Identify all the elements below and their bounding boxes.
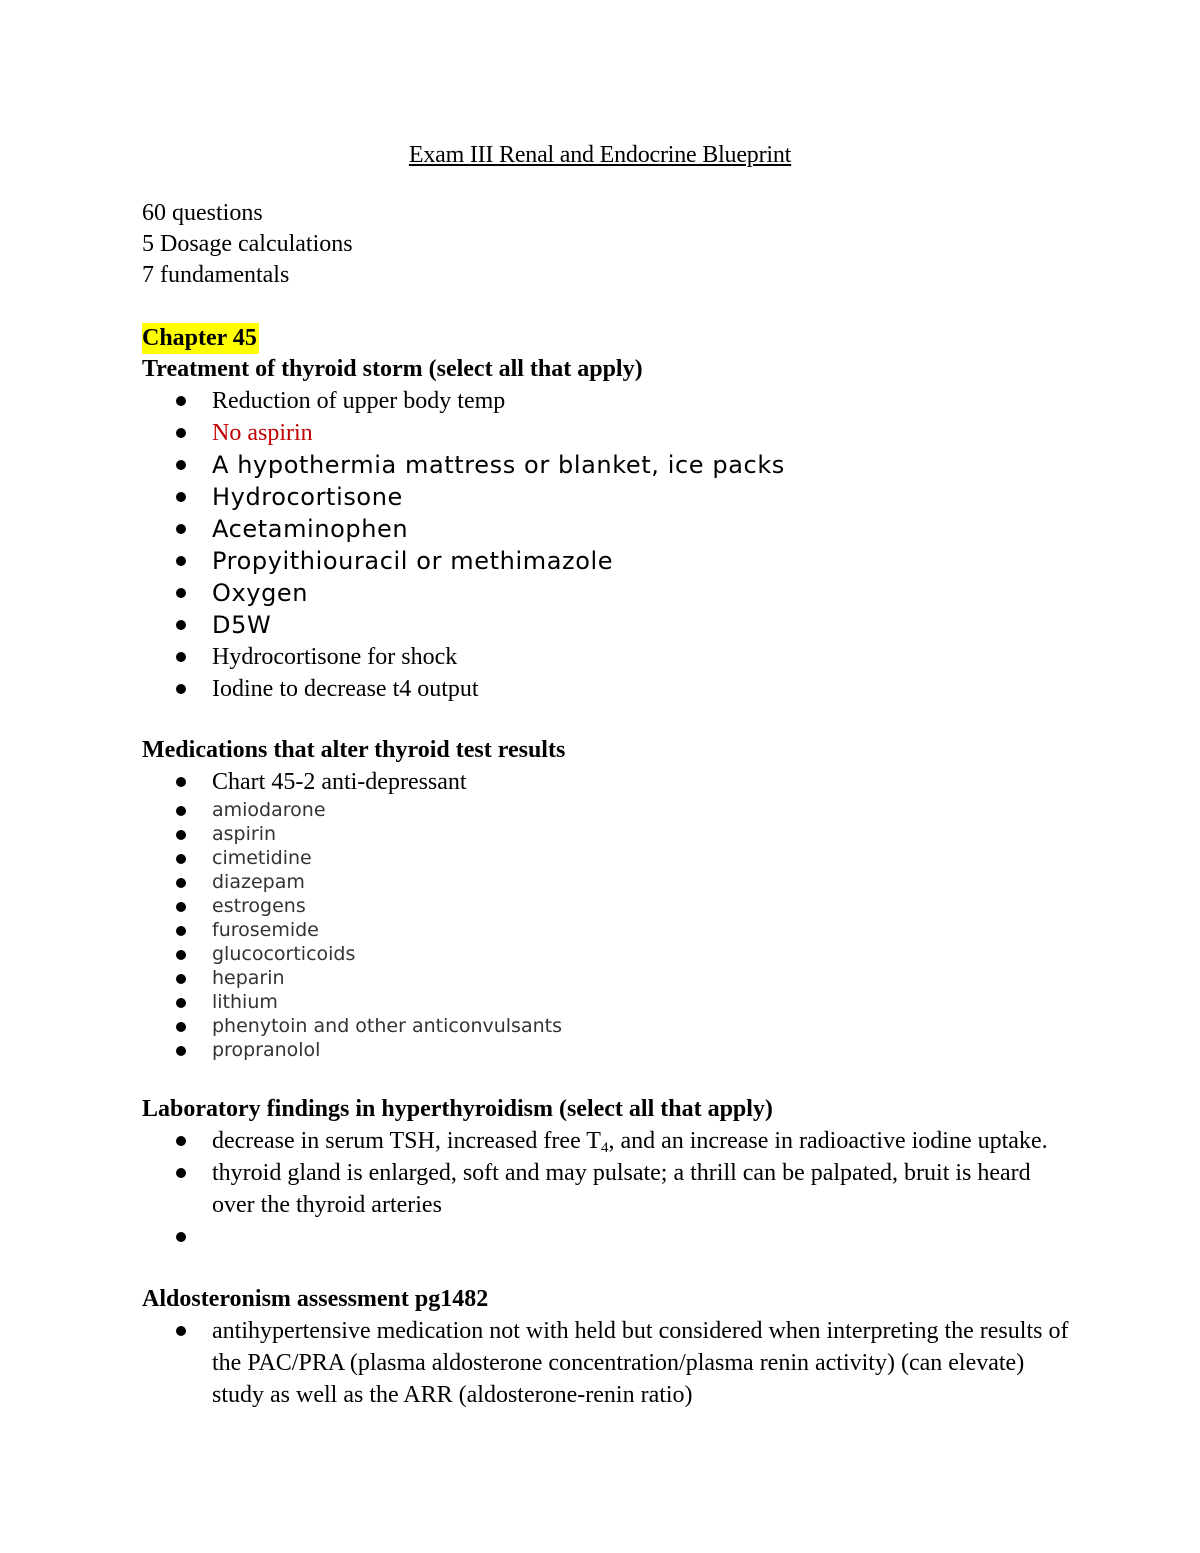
bullet-icon [176, 854, 186, 864]
list-item: antihypertensive medication not with held but considered when interpreting the results of the PAC/PRA (plasma aldosterone concentration/plasma renin activity) (can elevate) study as well as the ARR (aldosterone-renin ratio) [142, 1315, 1072, 1411]
bullet-icon [176, 878, 186, 888]
bullet-icon [176, 396, 186, 406]
list-item: aspirin [142, 822, 1072, 846]
bullet-icon [176, 524, 186, 534]
bullet-icon [176, 902, 186, 912]
aldosteronism-section [142, 1284, 1072, 1411]
list-item: heparin [142, 966, 1072, 990]
list-item: Acetaminophen [142, 513, 1072, 545]
list-item: amiodarone [142, 798, 1072, 822]
bullet-icon [176, 1326, 186, 1336]
list-item: cimetidine [142, 846, 1072, 870]
medications-section [142, 735, 1072, 1062]
bullet-icon [176, 428, 186, 438]
bullet-icon [176, 1232, 186, 1242]
bullet-icon [176, 1168, 186, 1178]
section-heading: Laboratory findings in hyperthyroidism (select all that apply) [142, 1096, 773, 1122]
list-item: glucocorticoids [142, 942, 1072, 966]
bullet-icon [176, 588, 186, 598]
list-item: decrease in serum TSH, increased free $T_4$, and an increase in radioactive iodine uptake. [142, 1125, 1072, 1157]
medications-list [142, 766, 1072, 1062]
section-heading: Treatment of thyroid storm (select all that apply) [142, 356, 643, 382]
section-heading: Medications that alter thyroid test results [142, 737, 566, 763]
list-item: Chart 45-2 anti-depressant [142, 766, 1072, 798]
bullet-icon [176, 684, 186, 694]
list-item: Propyithiouracil or methimazole [142, 545, 1072, 577]
list-item: D5W [142, 609, 1072, 641]
list-item: A hypothermia mattress or blanket, ice packs [142, 449, 1072, 481]
bullet-icon [176, 556, 186, 566]
list-item: estrogens [142, 894, 1072, 918]
bullet-icon [176, 998, 186, 1008]
list-item: Hydrocortisone [142, 481, 1072, 513]
bullet-icon [176, 460, 186, 470]
bullet-icon [176, 777, 186, 787]
chapter-label: Chapter 45 [142, 323, 259, 354]
list-item: Oxygen [142, 577, 1072, 609]
lab-findings-section [142, 1094, 1072, 1253]
bullet-icon [176, 1046, 186, 1056]
list-item: Hydrocortisone for shock [142, 641, 1072, 673]
bullet-icon [176, 974, 186, 984]
intro-line: 5 Dosage calculations [142, 231, 353, 257]
document-title: Exam III Renal and Endocrine Blueprint [408, 142, 792, 168]
bullet-icon [176, 1136, 186, 1146]
list-item: propranolol [142, 1038, 1072, 1062]
list-item: Reduction of upper body temp [142, 385, 1072, 417]
list-item: diazepam [142, 870, 1072, 894]
section-heading: Aldosteronism assessment pg1482 [142, 1286, 489, 1312]
bullet-icon [176, 830, 186, 840]
list-item [142, 1221, 1072, 1253]
bullet-icon [176, 806, 186, 816]
thyroid-storm-list [142, 385, 1072, 705]
list-item: furosemide [142, 918, 1072, 942]
bullet-icon [176, 926, 186, 936]
thyroid-storm-section [142, 323, 1072, 705]
list-item: Iodine to decrease t4 output [142, 673, 1072, 705]
bullet-icon [176, 620, 186, 630]
bullet-icon [176, 1022, 186, 1032]
intro-line: 7 fundamentals [142, 262, 290, 288]
aldosteronism-list [142, 1315, 1072, 1411]
bullet-icon [176, 492, 186, 502]
list-item: No aspirin [142, 417, 1072, 449]
list-item: thyroid gland is enlarged, soft and may pulsate; a thrill can be palpated, bruit is heard over the thyroid arteries [142, 1157, 1072, 1221]
bullet-icon [176, 652, 186, 662]
list-item: lithium [142, 990, 1072, 1014]
intro-list [142, 198, 353, 291]
lab-findings-list [142, 1125, 1072, 1253]
bullet-icon [176, 950, 186, 960]
list-item: phenytoin and other anticonvulsants [142, 1014, 1072, 1038]
intro-line: 60 questions [142, 200, 263, 226]
